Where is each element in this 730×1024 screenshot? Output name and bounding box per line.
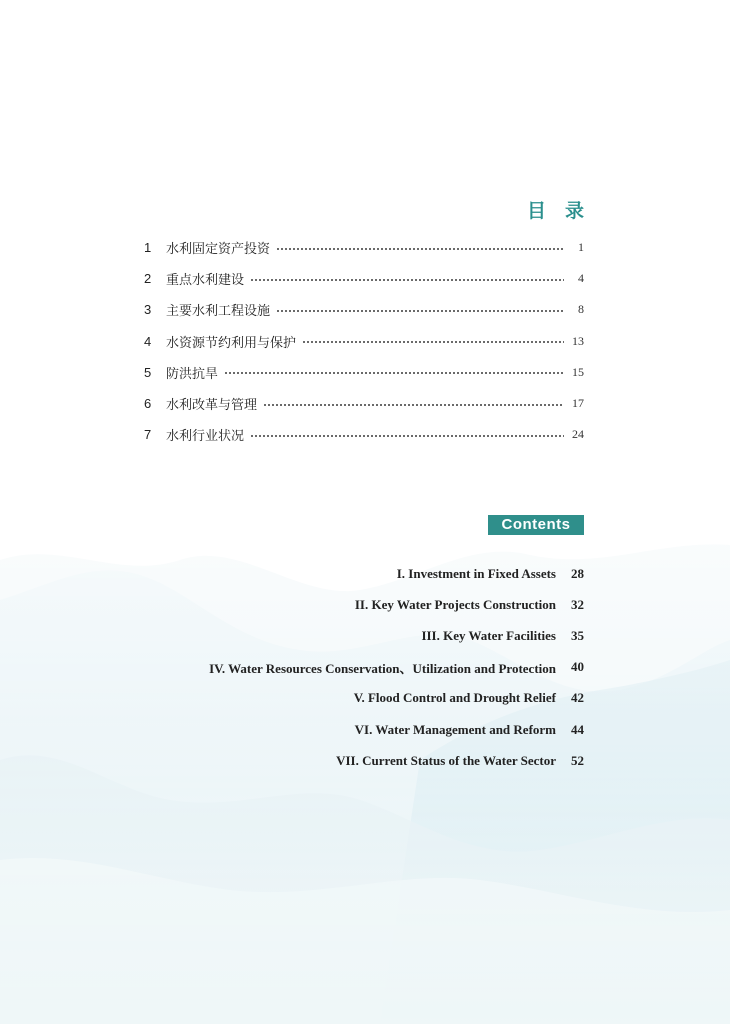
en-toc-entry[interactable] bbox=[209, 558, 584, 589]
cn-toc-entry[interactable] bbox=[144, 232, 584, 263]
en-toc-entry-page: 35 bbox=[571, 627, 584, 643]
dot-leader bbox=[250, 278, 564, 281]
cn-toc-entry-page: 4 bbox=[578, 271, 584, 286]
cn-toc-entry-page: 8 bbox=[578, 302, 584, 317]
en-toc-entry[interactable] bbox=[209, 745, 584, 776]
cn-toc-entry[interactable] bbox=[144, 326, 584, 357]
cn-toc-entry-label: 主要水利工程设施 bbox=[166, 304, 271, 320]
cn-toc-entry-label: 重点水利建设 bbox=[166, 273, 245, 289]
en-toc-entry-label: III. Key Water Facilities bbox=[421, 627, 556, 643]
dot-leader bbox=[224, 372, 564, 375]
cn-toc-entry-number: 3 bbox=[144, 302, 152, 318]
cn-toc-entry-page: 1 bbox=[578, 240, 584, 255]
cn-toc-entry-number: 4 bbox=[144, 333, 152, 349]
cn-toc-entry-label: 防洪抗旱 bbox=[166, 366, 219, 382]
en-toc-entry-page: 44 bbox=[571, 721, 584, 737]
en-toc-entry-page: 52 bbox=[571, 752, 584, 768]
en-toc-entry-label: II. Key Water Projects Construction bbox=[354, 596, 556, 612]
en-toc-entry[interactable] bbox=[209, 589, 584, 620]
en-toc-entry-label: I. Investment in Fixed Assets bbox=[396, 565, 556, 581]
en-toc-entry[interactable] bbox=[209, 683, 584, 714]
cn-toc-entry-page: 24 bbox=[572, 427, 584, 442]
cn-toc-entry[interactable] bbox=[144, 294, 584, 325]
cn-toc-entry[interactable] bbox=[144, 419, 584, 450]
cn-toc-entry-number: 6 bbox=[144, 396, 152, 412]
en-toc-entry-page: 40 bbox=[571, 659, 584, 675]
en-toc-entry-label: IV. Water Resources Conservation、Utilization and Protection bbox=[209, 660, 556, 676]
cn-toc-entry-number: 1 bbox=[144, 240, 152, 256]
cn-toc-entry-number: 2 bbox=[144, 271, 152, 287]
dot-leader bbox=[276, 247, 564, 250]
en-toc-entry[interactable] bbox=[209, 714, 584, 745]
en-toc-entry-page: 42 bbox=[571, 690, 584, 706]
en-toc-entry-label: V. Flood Control and Drought Relief bbox=[353, 690, 556, 706]
dot-leader bbox=[302, 341, 564, 344]
en-toc-entry[interactable] bbox=[209, 652, 584, 683]
dot-leader bbox=[276, 309, 564, 312]
cn-toc-entry-label: 水利行业状况 bbox=[166, 429, 245, 445]
cn-toc-entry-label: 水利固定资产投资 bbox=[166, 242, 271, 258]
cn-toc-title: 目 录 bbox=[526, 200, 584, 222]
cn-toc-entry-page: 15 bbox=[572, 364, 584, 379]
cn-toc-entry-page: 13 bbox=[572, 333, 584, 348]
dot-leader bbox=[250, 434, 564, 437]
en-toc-entry[interactable] bbox=[209, 620, 584, 651]
en-toc-entry-label: VI. Water Management and Reform bbox=[354, 721, 556, 737]
cn-toc-entry-label: 水利改革与管理 bbox=[166, 398, 258, 414]
en-toc-list bbox=[209, 558, 584, 776]
cn-toc-list bbox=[144, 232, 584, 450]
cn-toc-entry-label: 水资源节约利用与保护 bbox=[166, 335, 297, 351]
cn-toc-entry-number: 5 bbox=[144, 364, 152, 380]
en-toc-entry-page: 28 bbox=[571, 565, 584, 581]
cn-toc-entry-number: 7 bbox=[144, 427, 152, 443]
cn-toc-entry[interactable] bbox=[144, 263, 584, 294]
cn-toc-entry[interactable] bbox=[144, 357, 584, 388]
cn-toc-entry-page: 17 bbox=[572, 396, 584, 411]
cn-toc-entry[interactable] bbox=[144, 388, 584, 419]
en-toc-entry-label: VII. Current Status of the Water Sector bbox=[336, 752, 556, 768]
en-toc-entry-page: 32 bbox=[571, 596, 584, 612]
en-toc-title-badge: Contents bbox=[488, 515, 584, 535]
dot-leader bbox=[263, 403, 564, 406]
